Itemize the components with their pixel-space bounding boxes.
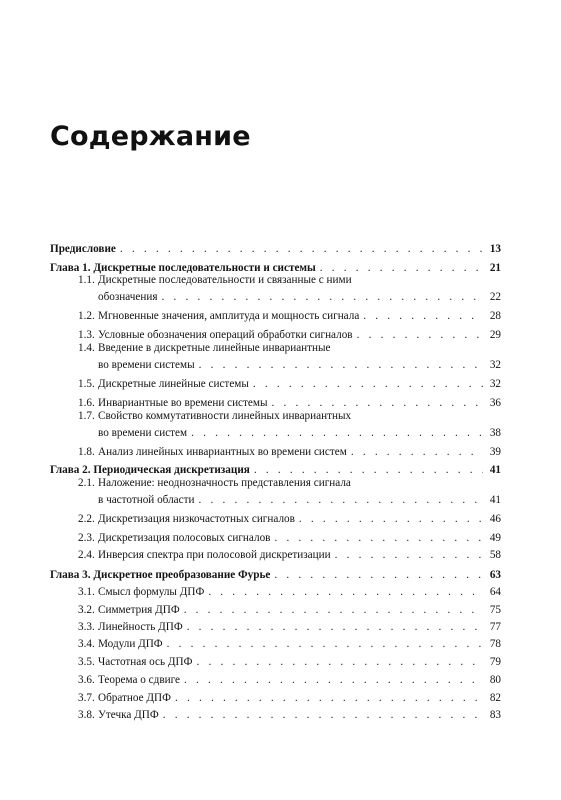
toc-entry-label: Смысл формулы ДПФ <box>98 586 205 598</box>
toc-entry <box>50 410 501 440</box>
toc-entry <box>50 274 501 304</box>
toc-chapter-label: Глава 3. Дискретное преобразование Фурье <box>50 569 271 581</box>
dot-leader <box>167 637 483 651</box>
toc-line <box>50 568 501 582</box>
toc-line <box>78 691 501 705</box>
toc-line <box>78 673 501 687</box>
toc-line <box>78 548 501 562</box>
toc-entry-number: 2.1. <box>78 477 95 489</box>
toc-line <box>78 655 501 669</box>
toc-entry <box>50 443 501 459</box>
dot-leader <box>271 396 483 410</box>
toc-entry <box>50 689 501 705</box>
toc-entry <box>50 342 501 372</box>
toc-entry-number: 3.8. <box>78 709 95 721</box>
page-number: 46 <box>489 513 501 525</box>
toc-entry-label: Инверсия спектра при полосовой дискретизации <box>98 549 331 561</box>
dot-leader <box>175 691 483 705</box>
dot-leader <box>335 548 483 562</box>
toc-line <box>78 396 501 410</box>
toc-entry <box>50 307 501 323</box>
dot-leader <box>196 655 483 669</box>
toc-entry <box>50 510 501 526</box>
toc-entry <box>50 671 501 687</box>
page-number: 28 <box>489 310 501 322</box>
page-number: 36 <box>489 397 501 409</box>
toc-entry <box>50 635 501 651</box>
toc-entry-label: Симметрия ДПФ <box>98 604 180 616</box>
page-number: 13 <box>489 243 501 255</box>
toc-entry-number: 3.2. <box>78 604 95 616</box>
dot-leader <box>363 309 483 323</box>
toc-entry <box>50 546 501 562</box>
toc-entry-label-continuation: в частотной области <box>98 494 195 506</box>
dot-leader <box>254 463 483 477</box>
toc-entry-number: 3.7. <box>78 692 95 704</box>
page-title: Содержание <box>50 121 251 152</box>
toc-entry-label: Модули ДПФ <box>98 638 163 650</box>
toc-line <box>50 242 501 256</box>
toc-entry-first-line <box>78 341 331 355</box>
page-number: 22 <box>489 291 501 303</box>
dot-leader <box>357 328 483 342</box>
page-number: 63 <box>489 569 501 581</box>
page-number: 39 <box>489 446 501 458</box>
toc-entry-label: Дискретизация низкочастотных сигналов <box>98 513 295 525</box>
dot-leader <box>208 585 483 599</box>
dot-leader <box>253 377 483 391</box>
dot-leader <box>274 568 483 582</box>
page-number: 32 <box>489 378 501 390</box>
toc-chapter <box>50 566 501 582</box>
toc-entry-number: 3.6. <box>78 674 95 686</box>
toc-entry-label: Частотная ось ДПФ <box>98 656 193 668</box>
page-number: 49 <box>489 532 501 544</box>
toc-line <box>78 585 501 599</box>
toc-entry-label: Наложение: неоднозначность представления сигнала <box>98 477 351 489</box>
toc-chapter-label: Предисловие <box>50 243 116 255</box>
toc-entry-number: 1.8. <box>78 446 95 458</box>
toc-entry <box>50 477 501 507</box>
toc-entry-first-line <box>78 273 352 287</box>
toc-entry-label: Мгновенные значения, амплитуда и мощность сигнала <box>98 310 360 322</box>
toc-entry <box>50 618 501 634</box>
toc-entry-label: Введение в дискретные линейные инвариантные <box>98 342 331 354</box>
dot-leader <box>299 512 483 526</box>
toc-entry-number: 1.1. <box>78 274 95 286</box>
dot-leader <box>191 426 483 440</box>
page-number: 29 <box>489 329 501 341</box>
page-number: 82 <box>489 692 501 704</box>
toc-entry-label: Обратное ДПФ <box>98 692 171 704</box>
toc-entry-label-continuation: обозначения <box>98 291 158 303</box>
toc-chapter <box>50 240 501 256</box>
toc-entry-label: Линейность ДПФ <box>98 621 183 633</box>
toc-line <box>78 512 501 526</box>
dot-leader <box>184 673 483 687</box>
page-number: 41 <box>489 464 501 476</box>
toc-line <box>78 708 501 722</box>
toc-entry <box>50 583 501 599</box>
toc-entry-number: 1.7. <box>78 410 95 422</box>
page-number: 41 <box>489 494 501 506</box>
page-number: 38 <box>489 427 501 439</box>
toc-line <box>78 358 501 372</box>
page-number: 79 <box>489 656 501 668</box>
page-number: 21 <box>489 262 501 274</box>
toc-entry-label-continuation: во времени системы <box>98 359 195 371</box>
toc-entry <box>50 326 501 342</box>
dot-leader <box>162 290 483 304</box>
toc-chapter-label: Глава 2. Периодическая дискретизация <box>50 464 250 476</box>
toc-entry <box>50 706 501 722</box>
toc-entry-label: Анализ линейных инвариантных во времени систем <box>98 446 347 458</box>
toc-line <box>78 531 501 545</box>
toc-entry-label: Дискретизация полосовых сигналов <box>98 532 271 544</box>
toc-entry <box>50 653 501 669</box>
page-number: 75 <box>489 604 501 616</box>
dot-leader <box>199 358 483 372</box>
toc-line <box>50 463 501 477</box>
toc-entry-number: 3.1. <box>78 586 95 598</box>
toc-entry-label: Инвариантные во времени системы <box>98 397 268 409</box>
toc-line <box>78 493 501 507</box>
toc-entry <box>50 529 501 545</box>
toc-entry-number: 1.2. <box>78 310 95 322</box>
dot-leader <box>163 708 483 722</box>
dot-leader <box>120 242 483 256</box>
toc-line <box>78 309 501 323</box>
toc-entry-number: 1.3. <box>78 329 95 341</box>
toc-entry-number: 1.5. <box>78 378 95 390</box>
dot-leader <box>184 603 483 617</box>
page-number: 32 <box>489 359 501 371</box>
toc-entry-first-line <box>78 409 351 423</box>
toc-entry-number: 2.3. <box>78 532 95 544</box>
toc-line <box>78 603 501 617</box>
toc-chapter-label: Глава 1. Дискретные последовательности и системы <box>50 262 316 274</box>
toc-entry-number: 1.4. <box>78 342 95 354</box>
toc-entry-label: Дискретные последовательности и связанные с ними <box>98 274 352 286</box>
toc-entry-label: Дискретные линейные системы <box>98 378 249 390</box>
page-number: 58 <box>489 549 501 561</box>
dot-leader <box>198 493 483 507</box>
toc-line <box>78 290 501 304</box>
toc-line <box>78 328 501 342</box>
toc-entry-number: 3.5. <box>78 656 95 668</box>
dot-leader <box>351 445 483 459</box>
dot-leader <box>187 620 483 634</box>
toc-line <box>78 445 501 459</box>
toc-entry-number: 2.4. <box>78 549 95 561</box>
toc-line <box>78 426 501 440</box>
toc-chapter <box>50 461 501 477</box>
toc-entry-label: Теорема о сдвиге <box>98 674 181 686</box>
toc-entry <box>50 394 501 410</box>
toc-entry <box>50 601 501 617</box>
toc-entry-number: 2.2. <box>78 513 95 525</box>
page-number: 64 <box>489 586 501 598</box>
toc-line <box>78 620 501 634</box>
toc-entry-label-continuation: во времени систем <box>98 427 188 439</box>
toc-line <box>78 377 501 391</box>
toc-line <box>78 637 501 651</box>
toc-entry-number: 1.6. <box>78 397 95 409</box>
toc-entry-number: 3.3. <box>78 621 95 633</box>
toc-entry-label: Условные обозначения операций обработки сигналов <box>98 329 353 341</box>
toc-entry <box>50 375 501 391</box>
toc-entry-first-line <box>78 476 351 490</box>
page-number: 77 <box>489 621 501 633</box>
page-number: 78 <box>489 638 501 650</box>
dot-leader <box>274 531 483 545</box>
toc-entry-label: Утечка ДПФ <box>98 709 159 721</box>
toc-entry-number: 3.4. <box>78 638 95 650</box>
page-number: 80 <box>489 674 501 686</box>
page-number: 83 <box>489 709 501 721</box>
toc-entry-label: Свойство коммутативности линейных инвариантных <box>98 410 352 422</box>
